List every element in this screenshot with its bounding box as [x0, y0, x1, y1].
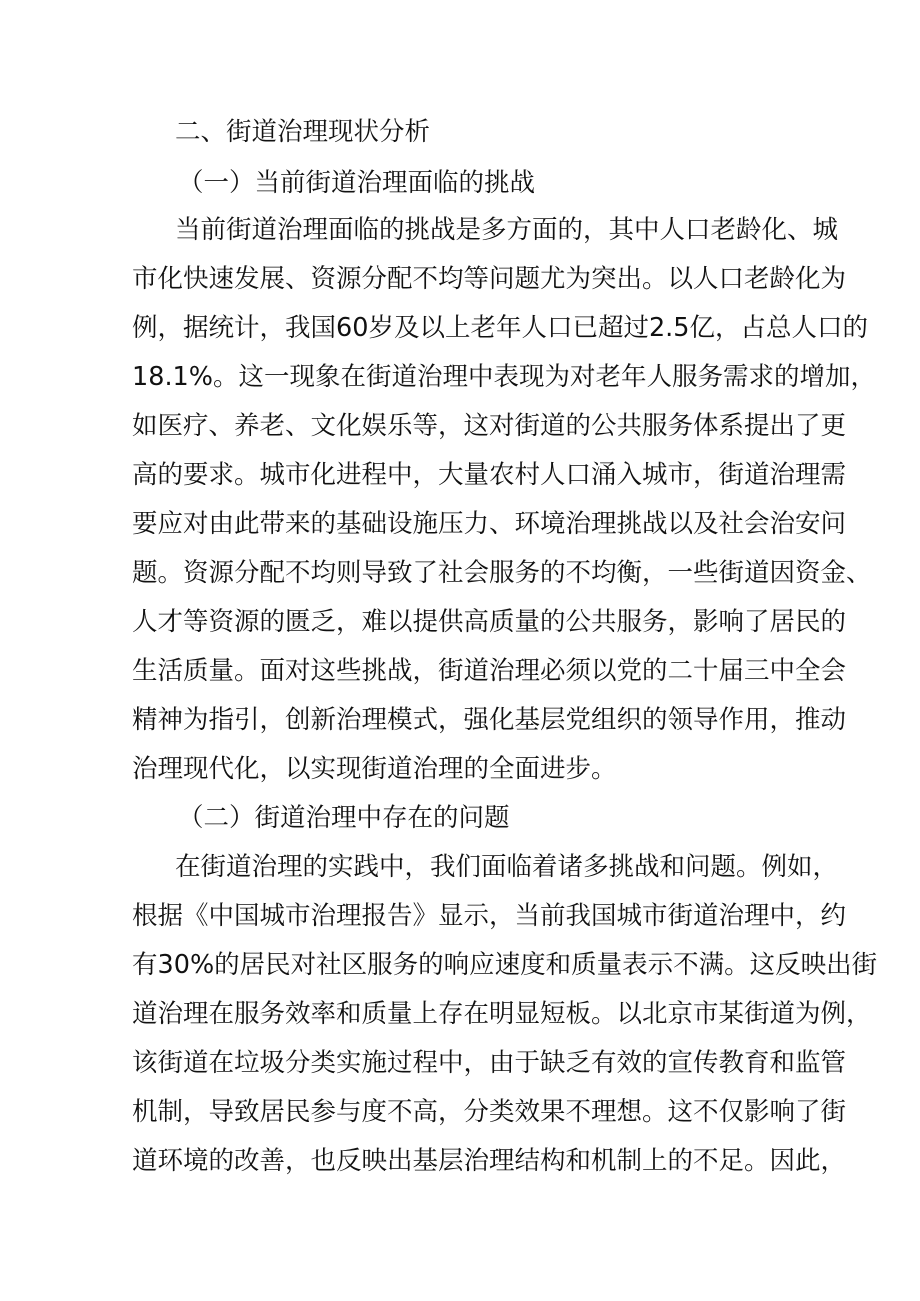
paragraph-2-line: 道环境的改善，也反映出基层治理结构和机制上的不足。因此，: [132, 1146, 847, 1176]
subsection-2-heading: （二）街道治理中存在的问题: [178, 803, 510, 833]
paragraph-1-line: 18.1%。这一现象在街道治理中表现为对老年人服务需求的增加，: [132, 362, 877, 392]
paragraph-2-line: 该街道在垃圾分类实施过程中，由于缺乏有效的宣传教育和监管: [132, 1048, 847, 1078]
paragraph-1-line: 例，据统计，我国60岁及以上老年人口已超过2.5亿，占总人口的: [132, 313, 869, 343]
paragraph-2-line: 道治理在服务效率和质量上存在明显短板。以北京市某街道为例，: [132, 999, 872, 1029]
paragraph-1-line: 高的要求。城市化进程中，大量农村人口涌入城市，街道治理需: [132, 460, 847, 490]
paragraph-1-line: 生活质量。面对这些挑战，街道治理必须以党的二十届三中全会: [132, 656, 847, 686]
paragraph-1-line: 题。资源分配不均则导致了社会服务的不均衡，一些街道因资金、: [132, 558, 872, 588]
paragraph-1-line: 市化快速发展、资源分配不均等问题尤为突出。以人口老龄化为: [132, 264, 847, 294]
paragraph-2-line: 有30%的居民对社区服务的响应速度和质量表示不满。这反映出街: [132, 950, 878, 980]
subsection-1-heading: （一）当前街道治理面临的挑战: [178, 168, 536, 198]
paragraph-1-line: 治理现代化，以实现街道治理的全面进步。: [132, 754, 617, 784]
section-heading: 二、街道治理现状分析: [175, 117, 431, 147]
paragraph-1-line: 如医疗、养老、文化娱乐等，这对街道的公共服务体系提出了更: [132, 411, 847, 441]
paragraph-1-line: 人才等资源的匮乏，难以提供高质量的公共服务，影响了居民的: [132, 607, 847, 637]
paragraph-2-line: 在街道治理的实践中，我们面临着诸多挑战和问题。例如，: [175, 852, 839, 882]
paragraph-1-line: 要应对由此带来的基础设施压力、环境治理挑战以及社会治安问: [132, 509, 847, 539]
paragraph-1-line: 精神为指引，创新治理模式，强化基层党组织的领导作用，推动: [132, 705, 847, 735]
paragraph-2-line: 根据《中国城市治理报告》显示，当前我国城市街道治理中，约: [132, 901, 847, 931]
paragraph-2-line: 机制，导致居民参与度不高，分类效果不理想。这不仅影响了街: [132, 1097, 847, 1127]
paragraph-1-line: 当前街道治理面临的挑战是多方面的，其中人口老龄化、城: [175, 215, 839, 245]
